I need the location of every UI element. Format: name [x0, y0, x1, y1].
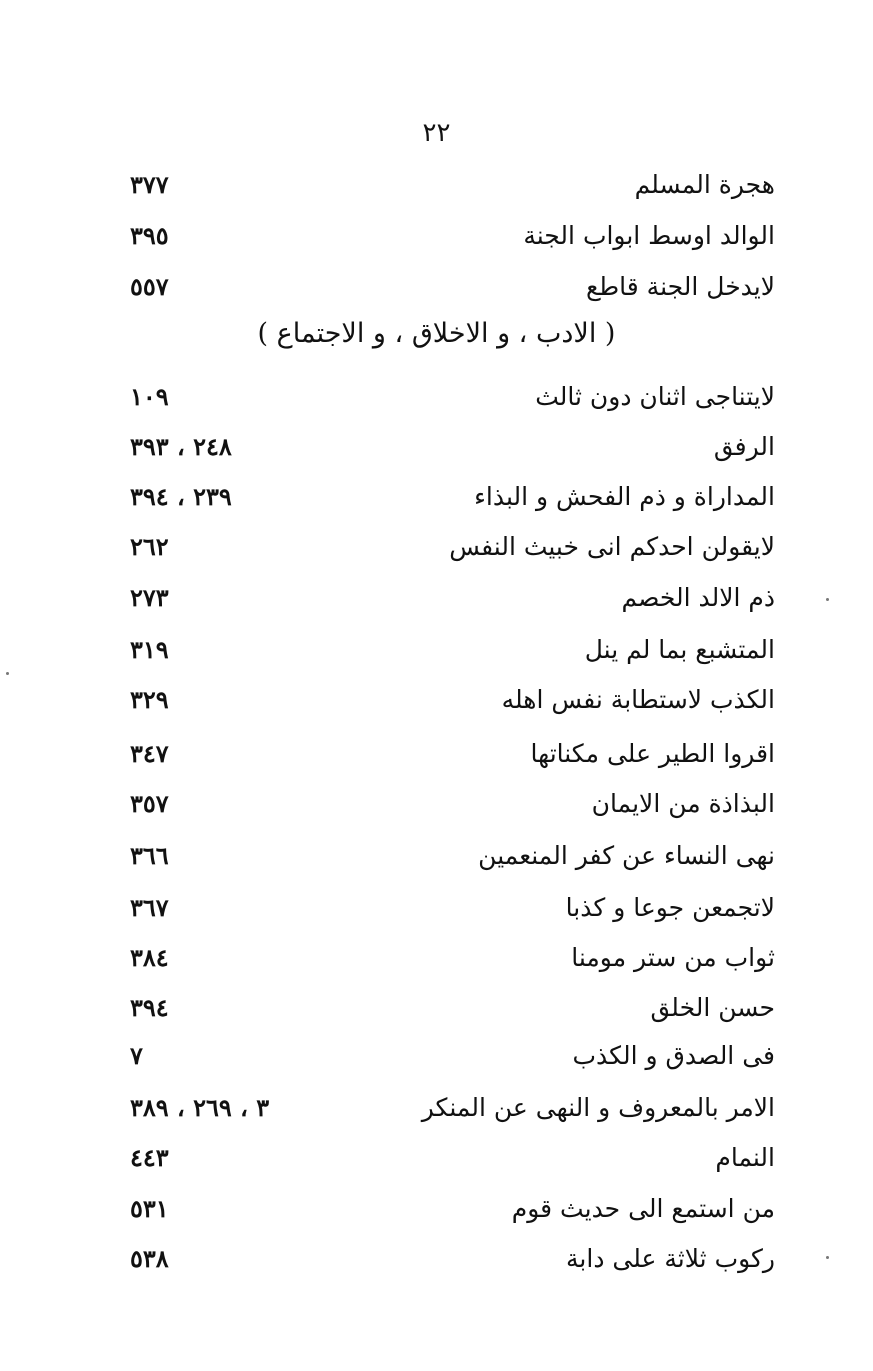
- index-entry: [130, 1236, 775, 1280]
- entry-title: ذم الالد الخصم: [621, 582, 775, 612]
- entry-title: ركوب ثلاثة على دابة: [566, 1243, 775, 1273]
- index-entry: [130, 524, 775, 568]
- index-entry: [130, 885, 775, 929]
- index-entry: [130, 731, 775, 775]
- entry-pages: ٧: [130, 1040, 143, 1070]
- entry-title: الرفق: [713, 431, 775, 461]
- scan-speck: [826, 1256, 829, 1259]
- index-entry: [130, 1033, 775, 1077]
- entry-title: لايدخل الجنة قاطع: [585, 271, 775, 301]
- index-entry: [130, 213, 775, 257]
- entry-pages: ٣٩٥: [130, 220, 169, 250]
- entry-pages: ٢٦٢: [130, 531, 169, 561]
- entry-title: هجرة المسلم: [634, 169, 775, 199]
- entry-title: من استمع الى حديث قوم: [511, 1193, 775, 1223]
- index-entry: [130, 627, 775, 671]
- page-number: ٢٢: [422, 118, 451, 148]
- index-entry: [130, 677, 775, 721]
- entry-pages: ٣٦٦: [130, 840, 169, 870]
- entry-pages: ١٠٩: [130, 381, 169, 411]
- index-entry: [130, 575, 775, 619]
- entry-title: حسن الخلق: [650, 992, 775, 1022]
- entry-title: لاتجمعن جوعا و كذبا: [565, 892, 775, 922]
- entry-title: البذاذة من الايمان: [591, 788, 775, 818]
- index-entry: [130, 1135, 775, 1179]
- entry-title: لايتناجى اثنان دون ثالث: [535, 381, 775, 411]
- index-entry: [130, 935, 775, 979]
- entry-title: المتشبع بما لم ينل: [584, 634, 775, 664]
- index-entry: [130, 985, 775, 1029]
- entry-pages: ٣٢٩: [130, 684, 169, 714]
- entry-pages: ٣٥٧: [130, 788, 169, 818]
- entry-pages: ٢٤٨ ، ٣٩٣: [130, 431, 232, 461]
- entry-pages: ٥٣٨: [130, 1243, 169, 1273]
- entry-pages: ٣ ، ٢٦٩ ، ٣٨٩: [130, 1092, 270, 1122]
- index-entry: [130, 374, 775, 418]
- entry-pages: ٣٧٧: [130, 169, 169, 199]
- index-entry: [130, 1186, 775, 1230]
- entry-pages: ٣٨٤: [130, 942, 169, 972]
- entry-title: لايقولن احدكم انى خبيث النفس: [449, 531, 775, 561]
- index-entry: [130, 833, 775, 877]
- index-entry: [130, 474, 775, 518]
- entry-pages: ٢٣٩ ، ٣٩٤: [130, 481, 232, 511]
- entry-pages: ٣٩٤: [130, 992, 169, 1022]
- entry-pages: ٤٤٣: [130, 1142, 169, 1172]
- entry-pages: ٥٣١: [130, 1193, 169, 1223]
- section-heading: ( الادب ، و الاخلاق ، و الاجتماع ): [257, 318, 616, 349]
- index-entry: [130, 1085, 775, 1129]
- index-entry: [130, 264, 775, 308]
- scan-speck: [826, 598, 829, 601]
- entry-title: الوالد اوسط ابواب الجنة: [523, 220, 775, 250]
- scan-speck: [6, 672, 9, 675]
- index-entry: [130, 162, 775, 206]
- entry-title: فى الصدق و الكذب: [572, 1040, 775, 1070]
- index-entry: [130, 781, 775, 825]
- entry-title: الكذب لاستطابة نفس اهله: [501, 684, 775, 714]
- entry-pages: ٣١٩: [130, 634, 169, 664]
- entry-title: المداراة و ذم الفحش و البذاء: [474, 481, 775, 511]
- entry-title: اقروا الطير على مكناتها: [530, 738, 775, 768]
- entry-title: نهى النساء عن كفر المنعمين: [478, 840, 775, 870]
- entry-pages: ٣٤٧: [130, 738, 169, 768]
- index-entry: [130, 424, 775, 468]
- entry-pages: ٢٧٣: [130, 582, 169, 612]
- entry-title: الامر بالمعروف و النهى عن المنكر: [421, 1092, 775, 1122]
- entry-pages: ٥٥٧: [130, 271, 169, 301]
- entry-pages: ٣٦٧: [130, 892, 169, 922]
- entry-title: النمام: [715, 1142, 775, 1172]
- entry-title: ثواب من ستر مومنا: [571, 942, 775, 972]
